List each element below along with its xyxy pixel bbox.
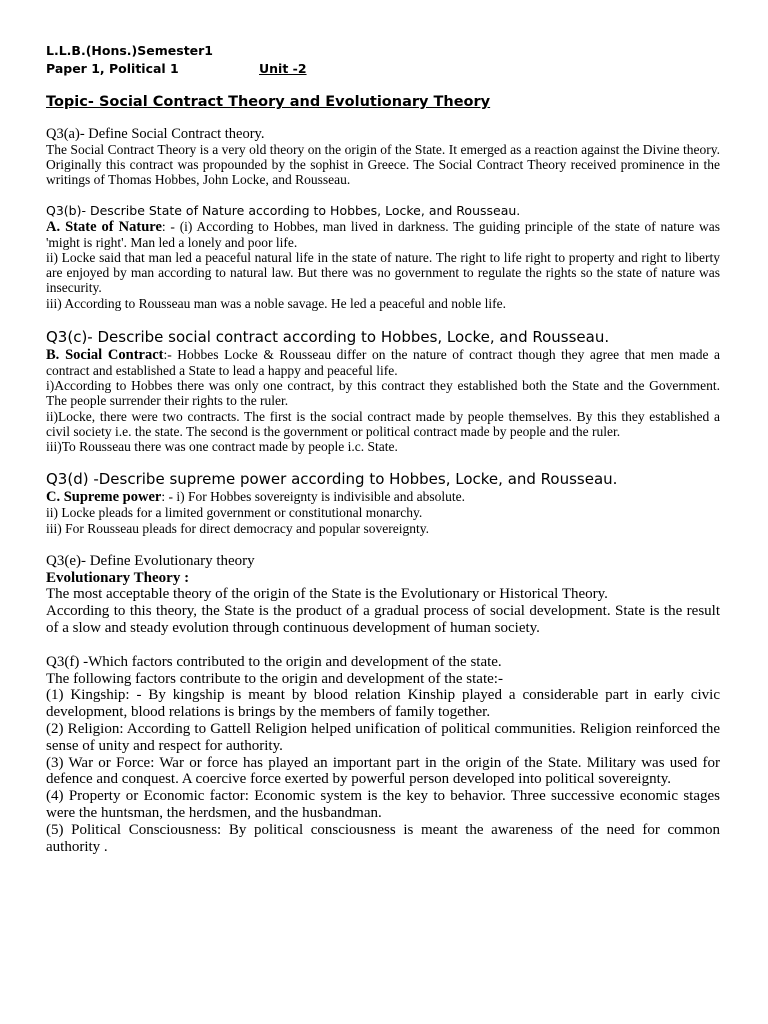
section-q3a bbox=[46, 126, 720, 188]
answer-q3c-p1: B. Social Contract:- Hobbes Locke & Rousseau differ on the nature of contract though they agree that men made a contract and established a State to lead a happy and peaceful life. bbox=[46, 346, 720, 379]
answer-q3c-p4: iii)To Rousseau there was one contract made by people i.c. State. bbox=[46, 439, 398, 455]
supreme-power-heading: C. Supreme power bbox=[46, 489, 162, 506]
question-q3b: Q3(b)- Describe State of Nature according to Hobbes, Locke, and Rousseau. bbox=[46, 202, 521, 218]
answer-q3d-p2: ii) Locke pleads for a limited government or constitutional monarchy. bbox=[46, 505, 423, 521]
question-q3d: Q3(d) -Describe supreme power according to Hobbes, Locke, and Rousseau. bbox=[46, 470, 618, 489]
list-item: (2) Religion: According to Gattell Religion helped unification of political communities. Religion reinforced the sense of unity and respect for authority. bbox=[46, 721, 720, 754]
section-q3d bbox=[46, 469, 720, 536]
topic-heading: Topic- Social Contract Theory and Evolutionary Theory bbox=[46, 94, 491, 110]
state-of-nature-heading: A. State of Nature bbox=[46, 218, 162, 235]
answer-q3f-intro: The following factors contribute to the origin and development of the state:- bbox=[46, 670, 503, 687]
answer-q3a: The Social Contract Theory is a very old theory on the origin of the State. It emerged as a reaction against the Divine theory. Originally this contract was propounded by the sophist in Greece. The Social Contract Theory received prominence in the writings of Thomas Hobbes, John Locke, and Rousseau. bbox=[46, 142, 720, 188]
list-item: (4) Property or Economic factor: Economic system is the key to behavior. Three successive economic stages were the huntsman, the herdsmen, and the husbandman. bbox=[46, 788, 720, 822]
question-q3f: Q3(f) -Which factors contributed to the origin and development of the state. bbox=[46, 653, 502, 670]
list-item: (5) Political Consciousness: By political consciousness is meant the awareness of the need for common authority . bbox=[46, 821, 720, 855]
answer-q3c-p3: ii)Locke, there were two contracts. The first is the social contract made by people themselves. By this they established a civil society i.e. the state. The second is the government or political contract made by people and the ruler. bbox=[46, 408, 720, 439]
section-q3e bbox=[46, 553, 720, 637]
answer-q3e-p1: The most acceptable theory of the origin of the State is the Evolutionary or Historical Theory. bbox=[46, 586, 608, 603]
answer-q3e-p2: According to this theory, the State is the product of a gradual process of social development. State is the result of a slow and steady evolution through continuous development of human society. bbox=[46, 603, 720, 637]
social-contract-heading: B. Social Contract bbox=[46, 346, 164, 363]
answer-q3b-p2: ii) Locke said that man led a peaceful natural life in the state of nature. The right to life right to property and right to liberty are enjoyed by man according to natural law. But there was no government to regulate the rights so the state of nature was insecurity. bbox=[46, 250, 720, 296]
section-q3c bbox=[46, 327, 720, 454]
question-q3a: Q3(a)- Define Social Contract theory. bbox=[46, 126, 265, 142]
paper-label: Paper 1, Political 1 bbox=[46, 61, 179, 76]
section-q3b bbox=[46, 203, 720, 311]
unit-label: Unit -2 bbox=[259, 61, 307, 76]
course-title: L.L.B.(Hons.)Semester1 bbox=[46, 43, 214, 58]
answer-q3b-p3: iii) According to Rousseau man was a noble savage. He led a peaceful and noble life. bbox=[46, 295, 506, 311]
section-q3f bbox=[46, 654, 720, 856]
answer-q3d-p3: iii) For Rousseau pleads for direct democracy and popular sovereignty. bbox=[46, 520, 430, 536]
question-q3e: Q3(e)- Define Evolutionary theory bbox=[46, 552, 255, 569]
document-page bbox=[46, 42, 720, 855]
list-item: (1) Kingship: - By kingship is meant by blood relation Kinship played a considerable part in early civic development, blood relations is brings by the members of family together. bbox=[46, 687, 720, 721]
evolutionary-theory-heading: Evolutionary Theory : bbox=[46, 569, 190, 586]
answer-q3d-p1: C. Supreme power: - i) For Hobbes sovereignty is indivisible and absolute. bbox=[46, 489, 466, 506]
question-q3c: Q3(c)- Describe social contract according to Hobbes, Locke, and Rousseau. bbox=[46, 327, 610, 346]
answer-q3b-p1: A. State of Nature: - (i) According to Hobbes, man lived in darkness. The guiding principle of the state of nature was 'might is right'. Man led a lonely and poor life. bbox=[46, 218, 720, 250]
list-item: (3) War or Force: War or force has played an important part in the origin of the State. Military was used for defence and conquest. A coercive force exerted by powerful person developed into political sovereignty. bbox=[46, 754, 720, 788]
answer-q3c-p2: i)According to Hobbes there was only one contract, by this contract they established both the State and the Government. The people surrender their rights to the ruler. bbox=[46, 378, 720, 409]
course-header bbox=[46, 42, 720, 78]
